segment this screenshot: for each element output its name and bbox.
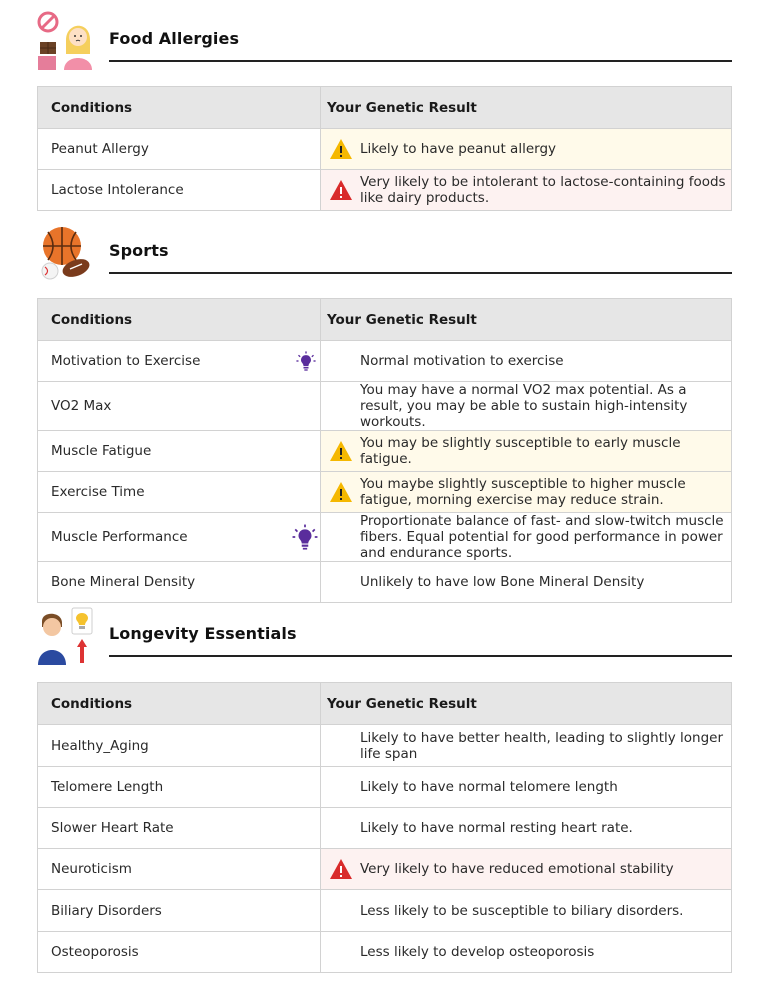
result-cell	[321, 472, 732, 513]
result-text: Normal motivation to exercise	[360, 353, 564, 369]
result-cell	[321, 767, 732, 808]
section-header	[0, 10, 773, 80]
result-header: Your Genetic Result	[321, 87, 732, 129]
result-text: You may have a normal VO2 max potential. As a result, you may be able to sustain high-intensity workouts.	[360, 382, 688, 430]
table-row	[38, 932, 732, 973]
alert-icon	[329, 178, 353, 202]
food-allergy-icon	[36, 10, 98, 72]
result-text: Less likely to be susceptible to biliary disorders.	[360, 902, 684, 919]
longevity-person-icon	[36, 605, 98, 667]
table-row	[38, 431, 732, 472]
table-row	[38, 341, 732, 382]
section-title: Food Allergies	[109, 29, 240, 48]
table-header-row	[38, 299, 732, 341]
table-row	[38, 890, 732, 932]
section-header	[0, 222, 773, 292]
condition-cell	[38, 513, 321, 562]
sports-balls-icon	[36, 222, 98, 284]
alert-icon	[329, 857, 353, 881]
table-row	[38, 808, 732, 849]
condition-cell: Neuroticism	[38, 849, 321, 890]
result-text: Likely to have normal telomere length	[360, 779, 618, 795]
result-cell	[321, 431, 732, 472]
warning-icon	[329, 439, 353, 463]
condition-cell: Muscle Fatigue	[38, 431, 321, 472]
result-cell	[321, 562, 732, 603]
condition-cell: Biliary Disorders	[38, 890, 321, 932]
condition-cell: Bone Mineral Density	[38, 562, 321, 603]
conditions-header: Conditions	[38, 299, 321, 341]
condition-cell: Peanut Allergy	[38, 129, 321, 170]
condition-cell: Slower Heart Rate	[38, 808, 321, 849]
table-row	[38, 382, 732, 431]
sports-table	[37, 298, 732, 603]
warning-icon	[329, 137, 353, 161]
section-sports	[0, 222, 773, 292]
warning-icon	[329, 480, 353, 504]
section-title: Sports	[109, 241, 169, 260]
table-row	[38, 170, 732, 211]
conditions-header: Conditions	[38, 683, 321, 725]
table-row	[38, 725, 732, 767]
result-cell	[321, 129, 732, 170]
condition-text: Motivation to Exercise	[51, 353, 201, 369]
result-cell	[321, 341, 732, 382]
condition-cell: Lactose Intolerance	[38, 170, 321, 211]
result-header: Your Genetic Result	[321, 683, 732, 725]
section-title: Longevity Essentials	[109, 624, 297, 643]
table-row	[38, 129, 732, 170]
result-text: Proportionate balance of fast- and slow-twitch muscle fibers. Equal potential for good performance in power and endurance sports.	[360, 513, 724, 561]
condition-text: Muscle Performance	[51, 529, 188, 545]
result-text: Likely to have normal resting heart rate.	[360, 820, 633, 836]
section-divider	[109, 272, 732, 274]
table-row	[38, 472, 732, 513]
conditions-header: Conditions	[38, 87, 321, 129]
result-cell	[321, 932, 732, 973]
result-cell	[321, 849, 732, 890]
section-food-allergies	[0, 10, 773, 80]
condition-cell: VO2 Max	[38, 382, 321, 431]
result-text: You maybe slightly susceptible to higher muscle fatigue, morning exercise may reduce strain.	[360, 476, 686, 508]
result-text: You may be slightly susceptible to early muscle fatigue.	[360, 435, 681, 467]
result-cell	[321, 170, 732, 211]
table-row	[38, 767, 732, 808]
longevity-table	[37, 682, 732, 973]
section-header	[0, 605, 773, 675]
result-text: Very likely to have reduced emotional stability	[360, 861, 674, 877]
section-divider	[109, 60, 732, 62]
table-row	[38, 562, 732, 603]
result-text: Less likely to develop osteoporosis	[360, 944, 595, 960]
result-text: Unlikely to have low Bone Mineral Density	[360, 574, 645, 590]
result-cell	[321, 725, 732, 767]
lightbulb-tip-icon	[292, 524, 318, 550]
result-cell	[321, 513, 732, 562]
result-text: Likely to have peanut allergy	[360, 141, 557, 157]
table-row	[38, 849, 732, 890]
result-cell	[321, 890, 732, 932]
condition-cell	[38, 341, 321, 382]
table-header-row	[38, 683, 732, 725]
result-cell	[321, 808, 732, 849]
table-header-row	[38, 87, 732, 129]
result-cell	[321, 382, 732, 431]
condition-cell: Exercise Time	[38, 472, 321, 513]
section-divider	[109, 655, 732, 657]
condition-cell: Healthy_Aging	[38, 725, 321, 767]
lightbulb-tip-icon	[296, 351, 316, 371]
table-row	[38, 513, 732, 562]
result-header: Your Genetic Result	[321, 299, 732, 341]
condition-cell: Telomere Length	[38, 767, 321, 808]
condition-cell: Osteoporosis	[38, 932, 321, 973]
result-text: Very likely to be intolerant to lactose-containing foods like dairy products.	[360, 174, 726, 206]
food-allergies-table	[37, 86, 732, 211]
section-longevity	[0, 605, 773, 675]
result-text: Likely to have better health, leading to slightly longer life span	[360, 729, 724, 762]
